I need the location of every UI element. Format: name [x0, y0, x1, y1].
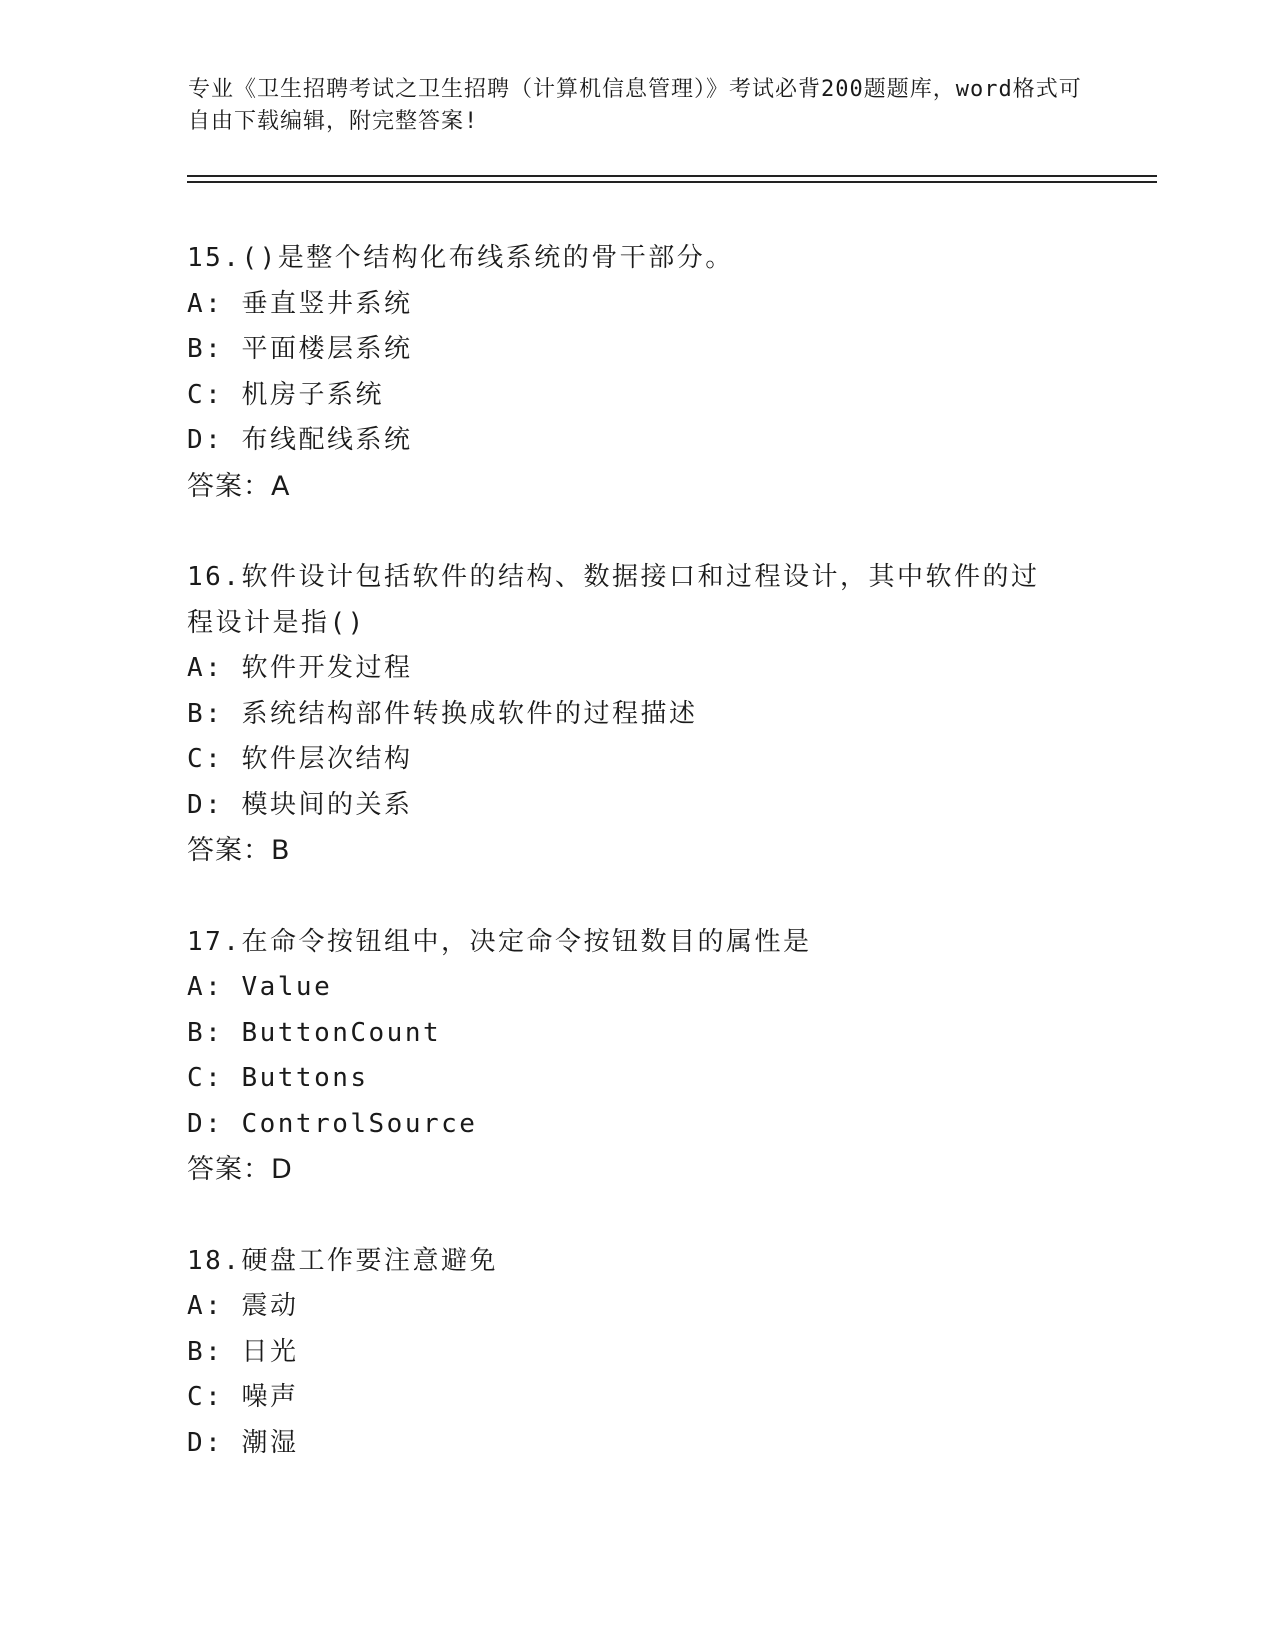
option-c: C: 软件层次结构: [187, 744, 413, 774]
question-stem: 16.软件设计包括软件的结构、数据接口和过程设计，其中软件的过程设计是指(): [187, 562, 1040, 638]
answer-line: 答案：D: [187, 1154, 293, 1185]
question-16: [187, 555, 1087, 874]
option-c: C: 噪声: [187, 1382, 299, 1412]
option-a: A: 软件开发过程: [187, 653, 413, 683]
question-18: [187, 1239, 1087, 1467]
question-stem: 18.硬盘工作要注意避免: [187, 1245, 498, 1276]
option-c: C: 机房子系统: [187, 379, 384, 410]
question-17: [187, 920, 1087, 1193]
option-b: B: 平面楼层系统: [187, 334, 413, 364]
option-b: B: 日光: [187, 1336, 299, 1367]
question-stem: 17.在命令按钮组中，决定命令按钮数目的属性是: [187, 926, 812, 957]
header-divider-bottom: [187, 181, 1157, 183]
question-list: [187, 236, 1087, 1512]
option-d: D: 模块间的关系: [187, 789, 413, 820]
option-b: B: 系统结构部件转换成软件的过程描述: [187, 698, 698, 729]
question-stem: 15.()是整个结构化布线系统的骨干部分。: [187, 243, 734, 273]
option-a: A: Value: [187, 972, 333, 1002]
question-15: [187, 236, 1087, 509]
option-c: C: Buttons: [187, 1063, 369, 1093]
answer-line: 答案：B: [187, 835, 291, 866]
header-divider-top: [187, 175, 1157, 177]
option-a: A: 震动: [187, 1291, 299, 1321]
option-b: B: ButtonCount: [187, 1017, 442, 1048]
option-d: D: 潮湿: [187, 1427, 299, 1458]
answer-line: 答案：A: [187, 470, 291, 502]
option-d: D: 布线配线系统: [187, 425, 413, 455]
option-d: D: ControlSource: [187, 1108, 478, 1139]
option-a: A: 垂直竖井系统: [187, 288, 413, 319]
document-header: 专业《卫生招聘考试之卫生招聘（计算机信息管理）》考试必背200题题库，word格式可自由下载编辑，附完整答案!: [188, 77, 1082, 134]
